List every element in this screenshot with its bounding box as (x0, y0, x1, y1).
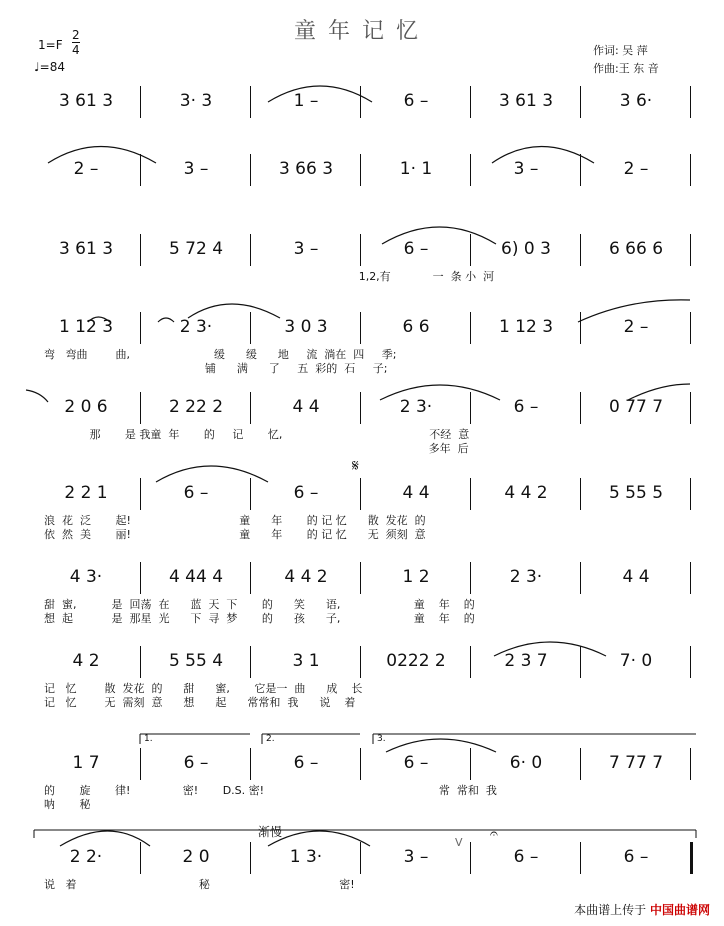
measure: 2 3· (179, 317, 213, 337)
volta-2: 2. (266, 734, 275, 744)
measure: 2 3· (509, 567, 543, 587)
tempo-mark: ♩=84 (34, 60, 65, 74)
slur (26, 390, 48, 402)
measure: 4 2 (72, 651, 100, 671)
measure: 3 – (403, 847, 429, 867)
measure: 3 – (183, 159, 209, 179)
volta-1: 1. (144, 734, 153, 744)
measure: 2 0 6 (64, 397, 108, 417)
footer-text: 本曲谱上传于 (574, 903, 647, 917)
measure: 4 4 (402, 483, 430, 503)
measure: 6 – (403, 753, 429, 773)
slur (492, 147, 594, 164)
lyric-line: 多年 后 (44, 442, 469, 455)
measure: 6 6 (402, 317, 430, 337)
measure: 1 3· (289, 847, 323, 867)
measure: 2 – (623, 159, 649, 179)
slur (268, 86, 372, 102)
measure: 3 6· (619, 91, 653, 111)
measure: 1 – (293, 91, 319, 111)
measure: 3 1 (292, 651, 320, 671)
measure: 6 – (513, 847, 539, 867)
measure: 4 3· (69, 567, 103, 587)
measure: 4 44 4 (168, 567, 224, 587)
lyric-line: 记 忆 散 发花 的 甜 蜜, 它是一 曲 成 长 (44, 682, 363, 695)
measure: 6) 0 3 (501, 239, 551, 259)
measure: 5 55 4 (168, 651, 224, 671)
measure: 3 66 3 (278, 159, 334, 179)
measure: 6 66 6 (608, 239, 664, 259)
measure: 6 – (513, 397, 539, 417)
measure: 5 55 5 (608, 483, 664, 503)
lyric-line: 记 忆 无 需刻 意 想 起 常常和 我 说 着 (44, 696, 356, 709)
measure: 6· 0 (509, 753, 543, 773)
measure: 6 – (403, 91, 429, 111)
measure: 1· 1 (399, 159, 433, 179)
measure: 2 3· (399, 397, 433, 417)
measure: 1 12 3 (498, 317, 554, 337)
segno-mark: 𝄋 (352, 456, 359, 475)
measure: 2 0 (182, 847, 210, 867)
lyric-line: 弯 弯曲 曲, 缓 缓 地 流 淌在 四 季; (44, 348, 397, 361)
slur (48, 147, 156, 164)
lyric-line: 想 起 是 那星 光 下 寻 梦 的 孩 子, 童 年 的 (44, 612, 475, 625)
slur (156, 466, 268, 482)
lyric-line: 浪 花 泛 起! 童 年 的 记 忆 散 发花 的 (44, 514, 426, 527)
breath-mark: V (455, 836, 463, 849)
time-bottom: 4 (72, 43, 80, 57)
measure: 6 – (403, 239, 429, 259)
measure: 6 – (623, 847, 649, 867)
slur (60, 831, 150, 846)
lyricist: 作词: 吴 萍 (593, 44, 648, 57)
measure: 3 61 3 (58, 91, 114, 111)
measure: 2 – (623, 317, 649, 337)
lyric-line: 依 然 美 丽! 童 年 的 记 忆 无 须刻 意 (44, 528, 426, 541)
measure: 6 – (183, 483, 209, 503)
slur (268, 831, 370, 846)
slur (386, 739, 496, 752)
site-logo[interactable]: 中国曲谱网 (649, 903, 710, 917)
measure: 3 61 3 (498, 91, 554, 111)
measure: 4 4 (292, 397, 320, 417)
slur (494, 642, 606, 656)
measure: 4 4 2 (504, 483, 548, 503)
measure: 2 22 2 (168, 397, 224, 417)
measure: 2 2· (69, 847, 103, 867)
lyric-line: 那 是 我童 年 的 记 忆, 不经 意 (44, 428, 470, 441)
slur (628, 384, 690, 400)
measure: 7 77 7 (608, 753, 664, 773)
measure: 0 77 7 (608, 397, 664, 417)
measure: 0222 2 (386, 651, 446, 671)
composer: 作曲:王 东 音 (593, 62, 659, 75)
measure: 2 2 1 (64, 483, 108, 503)
measure: 2 3 7 (504, 651, 548, 671)
lyric-line: 1,2,有 一 条 小 河 (44, 270, 495, 283)
slur (158, 318, 174, 322)
slur (578, 300, 690, 322)
slur (382, 227, 496, 244)
lyric-line: 的 旋 律! 密! D.S. 密! 常 常和 我 (44, 784, 497, 797)
measure: 2 – (73, 159, 99, 179)
song-title: 童年记忆 (293, 19, 430, 44)
lyric-line: 说 着 秘 密! (44, 878, 355, 891)
measure: 7· 0 (619, 651, 653, 671)
measure: 5 72 4 (168, 239, 224, 259)
time-top: 2 (72, 28, 80, 42)
measure: 1 7 (72, 753, 100, 773)
measure: 6 – (293, 483, 319, 503)
measure: 6 – (183, 753, 209, 773)
key-signature: 1=F (38, 38, 63, 52)
measure: 3 0 3 (284, 317, 328, 337)
measure: 4 4 2 (284, 567, 328, 587)
measure: 3· 3 (179, 91, 213, 111)
lyric-line: 呐 秘 (44, 798, 91, 811)
volta-3: 3. (377, 734, 386, 744)
measure: 4 4 (622, 567, 650, 587)
measure: 3 61 3 (58, 239, 114, 259)
measure: 3 – (293, 239, 319, 259)
measure: 6 – (293, 753, 319, 773)
measure: 3 – (513, 159, 539, 179)
slur (380, 385, 500, 400)
lyric-line: 铺 满 了 五 彩的 石 子; (44, 362, 388, 375)
lyric-line: 甜 蜜, 是 回荡 在 蓝 天 下 的 笑 语, 童 年 的 (44, 598, 475, 611)
fermata-mark: 𝄐 (490, 826, 498, 842)
slur (88, 317, 110, 322)
slow-mark: 渐慢 (258, 825, 283, 839)
measure: 1 2 (402, 567, 430, 587)
measure: 1 12 3 (58, 317, 114, 337)
slur (188, 304, 280, 318)
